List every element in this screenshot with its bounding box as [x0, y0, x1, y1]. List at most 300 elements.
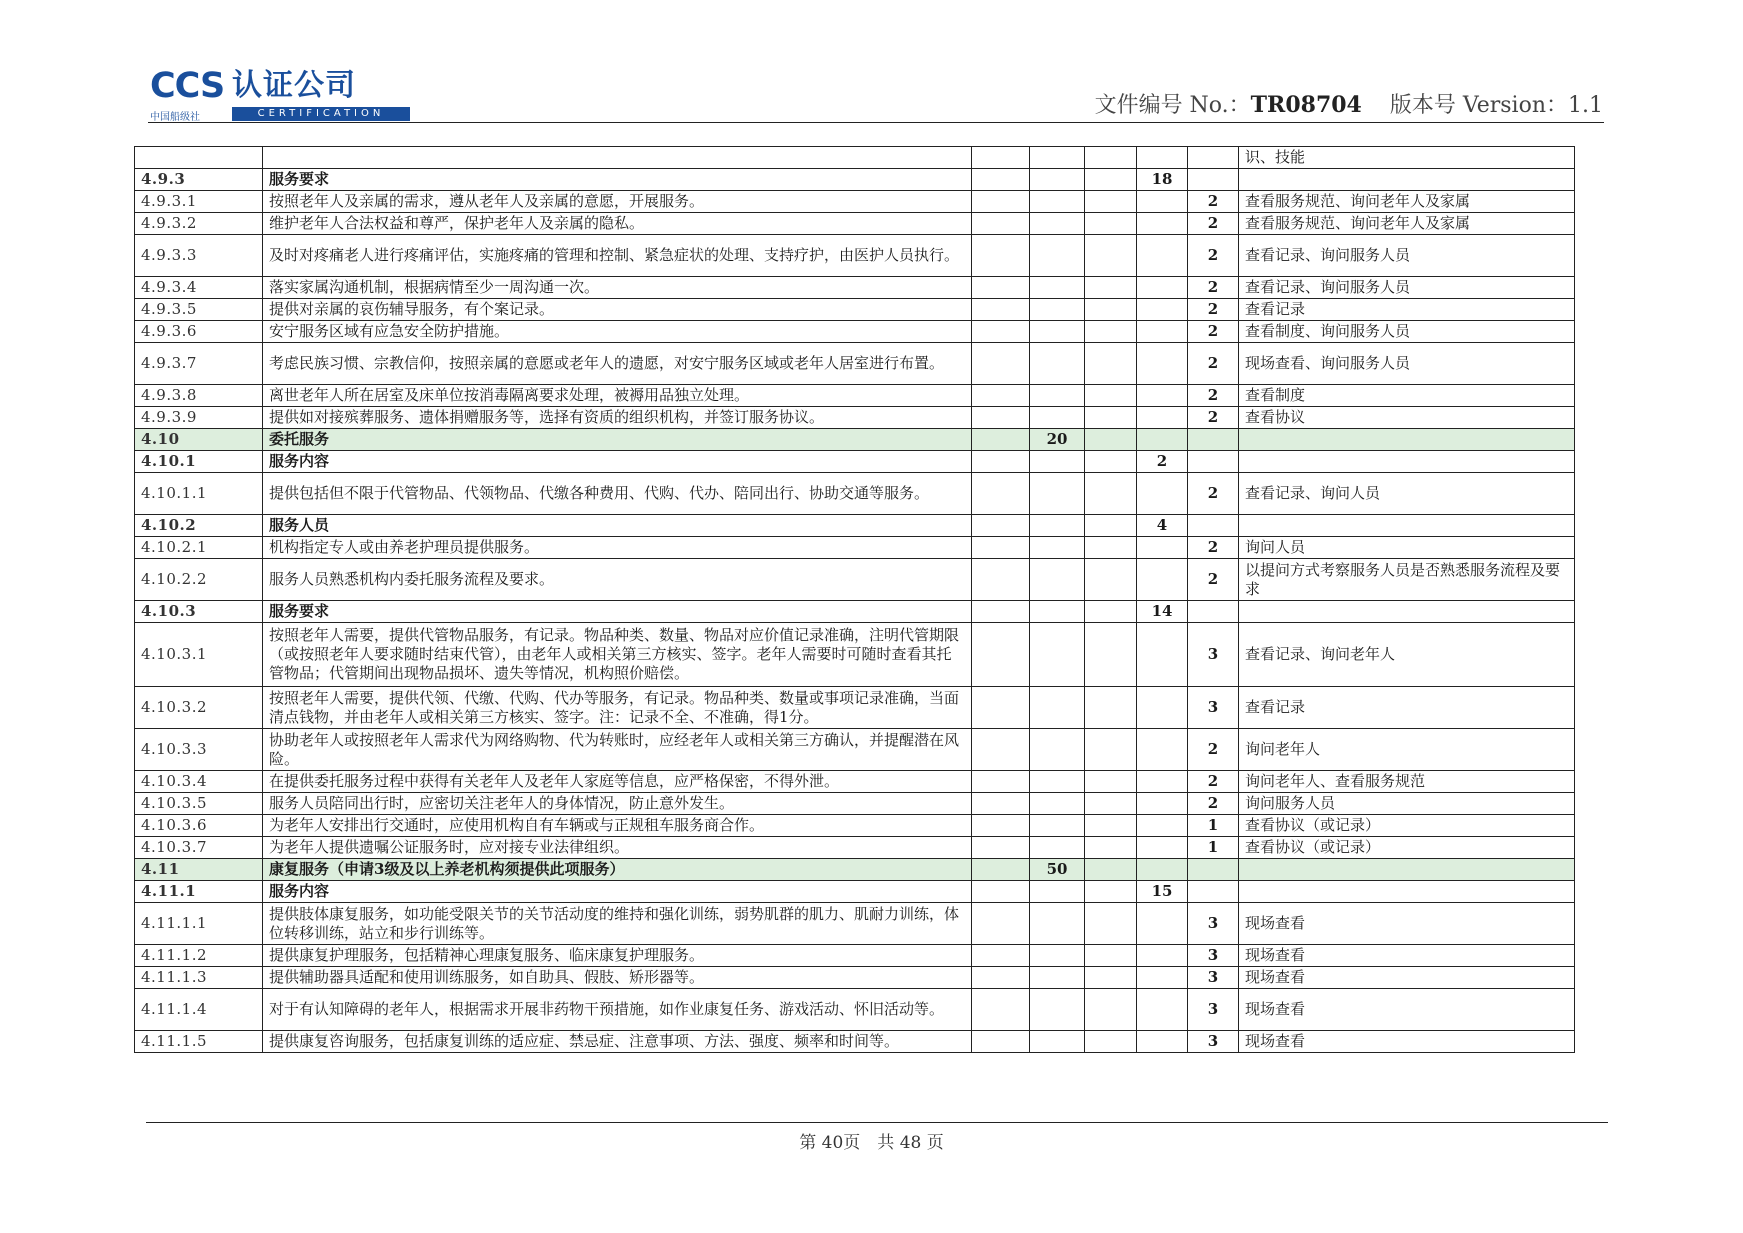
page-footer: 第 40页 共 48 页 — [799, 1133, 944, 1153]
clause-text: 离世老年人所在居室及床单位按消毒隔离要求处理，被褥用品独立处理。 — [263, 385, 972, 407]
subsection-score: 18 — [1137, 169, 1188, 191]
blank-cell — [1085, 989, 1137, 1031]
section-score — [1030, 407, 1085, 429]
blank-cell — [972, 601, 1030, 623]
assessment-method — [1239, 169, 1575, 191]
item-score — [1188, 169, 1239, 191]
clause-code: 4.11.1.1 — [135, 903, 263, 945]
subsection-score — [1137, 989, 1188, 1031]
item-score: 2 — [1188, 771, 1239, 793]
assessment-method: 查看协议 — [1239, 407, 1575, 429]
clause-code: 4.10.3.3 — [135, 729, 263, 771]
clause-text: 对于有认知障碍的老年人，根据需求开展非药物干预措施，如作业康复任务、游戏活动、怀旧活动等。 — [263, 989, 972, 1031]
assessment-method: 询问老年人 — [1239, 729, 1575, 771]
clause-code: 4.9.3.7 — [135, 343, 263, 385]
assessment-method — [1239, 601, 1575, 623]
table-row — [135, 623, 1575, 687]
clause-text: 提供如对接殡葬服务、遗体捐赠服务等，选择有资质的组织机构，并签订服务协议。 — [263, 407, 972, 429]
blank-cell — [972, 945, 1030, 967]
blank-cell — [1085, 859, 1137, 881]
assessment-method: 询问服务人员 — [1239, 793, 1575, 815]
item-score: 2 — [1188, 277, 1239, 299]
section-score — [1030, 235, 1085, 277]
blank-cell — [1085, 601, 1137, 623]
section-score — [1030, 903, 1085, 945]
footer-divider — [146, 1122, 1608, 1123]
clause-text: 按照老年人及亲属的需求，遵从老年人及亲属的意愿，开展服务。 — [263, 191, 972, 213]
blank-cell — [972, 1031, 1030, 1053]
section-score — [1030, 881, 1085, 903]
blank-cell — [972, 729, 1030, 771]
subsection-score — [1137, 729, 1188, 771]
blank-cell — [1085, 473, 1137, 515]
assessment-method: 查看协议（或记录） — [1239, 815, 1575, 837]
section-score — [1030, 989, 1085, 1031]
assessment-method — [1239, 881, 1575, 903]
item-score: 3 — [1188, 989, 1239, 1031]
section-score — [1030, 537, 1085, 559]
section-score — [1030, 815, 1085, 837]
item-score: 2 — [1188, 235, 1239, 277]
section-score — [1030, 321, 1085, 343]
section-score — [1030, 191, 1085, 213]
blank-cell — [1085, 793, 1137, 815]
clause-text: 按照老年人需要，提供代领、代缴、代购、代办等服务，有记录。物品种类、数量或事项记录准确，当面清点钱物，并由老年人或相关第三方核实、签字。注：记录不全、不准确，得1分。 — [263, 687, 972, 729]
table-row — [135, 451, 1575, 473]
section-score — [1030, 343, 1085, 385]
section-score — [1030, 729, 1085, 771]
item-score: 2 — [1188, 385, 1239, 407]
logo-ccs: CCS — [150, 66, 225, 106]
blank-cell — [1085, 299, 1137, 321]
blank-cell — [972, 537, 1030, 559]
item-score — [1188, 429, 1239, 451]
item-score: 2 — [1188, 213, 1239, 235]
item-score: 2 — [1188, 191, 1239, 213]
subsection-score — [1137, 213, 1188, 235]
clause-code: 4.10.3.2 — [135, 687, 263, 729]
item-score: 2 — [1188, 559, 1239, 601]
item-score: 3 — [1188, 945, 1239, 967]
blank-cell — [1085, 277, 1137, 299]
item-score: 3 — [1188, 903, 1239, 945]
version-label: 版本号 Version： — [1389, 93, 1568, 118]
clause-text: 提供对亲属的哀伤辅导服务，有个案记录。 — [263, 299, 972, 321]
item-score — [1188, 147, 1239, 169]
blank-cell — [972, 147, 1030, 169]
blank-cell — [1085, 537, 1137, 559]
section-score — [1030, 623, 1085, 687]
subsection-score — [1137, 385, 1188, 407]
table-row — [135, 1031, 1575, 1053]
assessment-method: 查看协议（或记录） — [1239, 837, 1575, 859]
table-row — [135, 429, 1575, 451]
blank-cell — [1085, 1031, 1137, 1053]
table-row — [135, 277, 1575, 299]
section-score — [1030, 945, 1085, 967]
blank-cell — [1085, 945, 1137, 967]
assessment-method: 查看服务规范、询问老年人及家属 — [1239, 213, 1575, 235]
clause-code: 4.10.3.7 — [135, 837, 263, 859]
blank-cell — [972, 191, 1030, 213]
clause-text: 及时对疼痛老人进行疼痛评估，实施疼痛的管理和控制、紧急症状的处理、支持疗护，由医护人员执行。 — [263, 235, 972, 277]
section-score — [1030, 473, 1085, 515]
clause-text: 协助老年人或按照老年人需求代为网络购物、代为转账时，应经老年人或相关第三方确认，并提醒潜在风险。 — [263, 729, 972, 771]
section-score — [1030, 277, 1085, 299]
assessment-method: 询问人员 — [1239, 537, 1575, 559]
table-row — [135, 967, 1575, 989]
blank-cell — [972, 385, 1030, 407]
clause-text: 康复服务（申请3级及以上养老机构须提供此项服务） — [263, 859, 972, 881]
subsection-score — [1137, 945, 1188, 967]
clause-text: 服务人员 — [263, 515, 972, 537]
blank-cell — [972, 213, 1030, 235]
assessment-method: 现场查看 — [1239, 967, 1575, 989]
blank-cell — [972, 407, 1030, 429]
subsection-score: 2 — [1137, 451, 1188, 473]
table-row — [135, 729, 1575, 771]
blank-cell — [972, 473, 1030, 515]
clause-text — [263, 147, 972, 169]
assessment-method: 查看制度 — [1239, 385, 1575, 407]
assessment-method: 查看记录、询问老年人 — [1239, 623, 1575, 687]
subsection-score — [1137, 1031, 1188, 1053]
blank-cell — [1085, 451, 1137, 473]
clause-text: 考虑民族习惯、宗教信仰，按照亲属的意愿或老年人的遗愿，对安宁服务区域或老年人居室进行布置。 — [263, 343, 972, 385]
table-row — [135, 859, 1575, 881]
blank-cell — [972, 343, 1030, 385]
blank-cell — [972, 989, 1030, 1031]
clause-text: 为老年人安排出行交通时，应使用机构自有车辆或与正规租车服务商合作。 — [263, 815, 972, 837]
section-score — [1030, 1031, 1085, 1053]
blank-cell — [1085, 881, 1137, 903]
document-info — [1095, 88, 1603, 119]
clause-code: 4.11 — [135, 859, 263, 881]
table-row — [135, 213, 1575, 235]
section-score: 20 — [1030, 429, 1085, 451]
clause-text: 落实家属沟通机制，根据病情至少一周沟通一次。 — [263, 277, 972, 299]
subsection-score — [1137, 147, 1188, 169]
blank-cell — [972, 815, 1030, 837]
clause-code: 4.11.1 — [135, 881, 263, 903]
blank-cell — [1085, 623, 1137, 687]
clause-code: 4.10.2 — [135, 515, 263, 537]
table-row — [135, 343, 1575, 385]
clause-text: 服务要求 — [263, 169, 972, 191]
blank-cell — [1085, 559, 1137, 601]
table-row — [135, 945, 1575, 967]
blank-cell — [1085, 429, 1137, 451]
clause-text: 为老年人提供遗嘱公证服务时，应对接专业法律组织。 — [263, 837, 972, 859]
table-row — [135, 881, 1575, 903]
clause-code: 4.10.2.2 — [135, 559, 263, 601]
subsection-score — [1137, 687, 1188, 729]
assessment-method: 查看记录 — [1239, 687, 1575, 729]
clause-text: 提供康复护理服务，包括精神心理康复服务、临床康复护理服务。 — [263, 945, 972, 967]
clause-code: 4.10.3.6 — [135, 815, 263, 837]
assessment-table — [134, 146, 1575, 1053]
subsection-score — [1137, 837, 1188, 859]
clause-text: 服务内容 — [263, 451, 972, 473]
clause-code: 4.10.3.1 — [135, 623, 263, 687]
blank-cell — [972, 429, 1030, 451]
assessment-method: 查看记录、询问服务人员 — [1239, 235, 1575, 277]
assessment-method: 现场查看 — [1239, 903, 1575, 945]
clause-text: 安宁服务区域有应急安全防护措施。 — [263, 321, 972, 343]
subsection-score — [1137, 771, 1188, 793]
blank-cell — [1085, 235, 1137, 277]
blank-cell — [972, 881, 1030, 903]
company-logo — [150, 66, 410, 126]
blank-cell — [1085, 837, 1137, 859]
section-score — [1030, 771, 1085, 793]
blank-cell — [972, 771, 1030, 793]
subsection-score — [1137, 537, 1188, 559]
clause-code: 4.10.3.5 — [135, 793, 263, 815]
clause-code: 4.11.1.2 — [135, 945, 263, 967]
table-row — [135, 191, 1575, 213]
subsection-score — [1137, 903, 1188, 945]
blank-cell — [1085, 815, 1137, 837]
table-row — [135, 147, 1575, 169]
blank-cell — [1085, 169, 1137, 191]
section-score — [1030, 451, 1085, 473]
version-number: 1.1 — [1568, 93, 1603, 118]
clause-code: 4.10.3.4 — [135, 771, 263, 793]
section-score — [1030, 687, 1085, 729]
item-score: 2 — [1188, 407, 1239, 429]
assessment-method: 查看记录、询问人员 — [1239, 473, 1575, 515]
blank-cell — [972, 559, 1030, 601]
subsection-score — [1137, 815, 1188, 837]
clause-text: 服务要求 — [263, 601, 972, 623]
table-row — [135, 515, 1575, 537]
clause-text: 机构指定专人或由养老护理员提供服务。 — [263, 537, 972, 559]
subsection-score — [1137, 321, 1188, 343]
subsection-score — [1137, 793, 1188, 815]
clause-code: 4.10.2.1 — [135, 537, 263, 559]
assessment-method: 查看记录 — [1239, 299, 1575, 321]
subsection-score: 15 — [1137, 881, 1188, 903]
section-score — [1030, 559, 1085, 601]
assessment-method: 现场查看 — [1239, 989, 1575, 1031]
table-row — [135, 559, 1575, 601]
clause-text: 提供康复咨询服务，包括康复训练的适应症、禁忌症、注意事项、方法、强度、频率和时间等。 — [263, 1031, 972, 1053]
doc-number: TR08704 — [1250, 92, 1362, 118]
assessment-method: 以提问方式考察服务人员是否熟悉服务流程及要求 — [1239, 559, 1575, 601]
clause-code: 4.9.3.5 — [135, 299, 263, 321]
clause-code: 4.9.3.8 — [135, 385, 263, 407]
table-row — [135, 321, 1575, 343]
blank-cell — [1085, 191, 1137, 213]
clause-code: 4.11.1.3 — [135, 967, 263, 989]
blank-cell — [972, 299, 1030, 321]
subsection-score — [1137, 473, 1188, 515]
item-score — [1188, 859, 1239, 881]
item-score: 2 — [1188, 537, 1239, 559]
blank-cell — [972, 967, 1030, 989]
subsection-score: 4 — [1137, 515, 1188, 537]
blank-cell — [972, 837, 1030, 859]
table-row — [135, 169, 1575, 191]
section-score: 50 — [1030, 859, 1085, 881]
logo-certification: CERTIFICATION — [232, 107, 410, 121]
clause-text: 在提供委托服务过程中获得有关老年人及老年人家庭等信息，应严格保密，不得外泄。 — [263, 771, 972, 793]
blank-cell — [1085, 967, 1137, 989]
blank-cell — [1085, 321, 1137, 343]
table-row — [135, 771, 1575, 793]
table-row — [135, 407, 1575, 429]
clause-code: 4.9.3.1 — [135, 191, 263, 213]
clause-code — [135, 147, 263, 169]
assessment-method: 现场查看 — [1239, 1031, 1575, 1053]
assessment-method: 识、技能 — [1239, 147, 1575, 169]
table-row — [135, 601, 1575, 623]
blank-cell — [972, 451, 1030, 473]
table-row — [135, 299, 1575, 321]
table-row — [135, 903, 1575, 945]
item-score: 2 — [1188, 343, 1239, 385]
clause-code: 4.11.1.4 — [135, 989, 263, 1031]
blank-cell — [972, 235, 1030, 277]
item-score: 2 — [1188, 473, 1239, 515]
clause-code: 4.10.1 — [135, 451, 263, 473]
section-score — [1030, 515, 1085, 537]
clause-text: 服务人员熟悉机构内委托服务流程及要求。 — [263, 559, 972, 601]
blank-cell — [1085, 903, 1137, 945]
clause-code: 4.11.1.5 — [135, 1031, 263, 1053]
section-score — [1030, 299, 1085, 321]
section-score — [1030, 213, 1085, 235]
blank-cell — [1085, 147, 1137, 169]
clause-text: 委托服务 — [263, 429, 972, 451]
assessment-method — [1239, 515, 1575, 537]
clause-code: 4.9.3.9 — [135, 407, 263, 429]
subsection-score — [1137, 859, 1188, 881]
blank-cell — [972, 903, 1030, 945]
blank-cell — [972, 277, 1030, 299]
item-score — [1188, 601, 1239, 623]
blank-cell — [972, 169, 1030, 191]
item-score: 2 — [1188, 299, 1239, 321]
table-row — [135, 793, 1575, 815]
assessment-method: 查看服务规范、询问老年人及家属 — [1239, 191, 1575, 213]
blank-cell — [1085, 515, 1137, 537]
assessment-method — [1239, 429, 1575, 451]
clause-text: 按照老年人需要，提供代管物品服务，有记录。物品种类、数量、物品对应价值记录准确，注明代管期限（或按照老年人要求随时结束代管），由老年人或相关第三方核实、签字。老年人需要时可随时查看其托管物品；代管期间出现物品损坏、遗失等情况，机构照价赔偿。 — [263, 623, 972, 687]
doc-number-label: 文件编号 No.： — [1094, 93, 1251, 118]
item-score: 2 — [1188, 321, 1239, 343]
subsection-score — [1137, 407, 1188, 429]
clause-text: 提供包括但不限于代管物品、代领物品、代缴各种费用、代购、代办、陪同出行、协助交通等服务。 — [263, 473, 972, 515]
assessment-method: 查看记录、询问服务人员 — [1239, 277, 1575, 299]
clause-text: 维护老年人合法权益和尊严，保护老年人及亲属的隐私。 — [263, 213, 972, 235]
blank-cell — [1085, 407, 1137, 429]
subsection-score — [1137, 623, 1188, 687]
subsection-score: 14 — [1137, 601, 1188, 623]
logo-society: 中国船级社 — [150, 112, 200, 123]
blank-cell — [1085, 687, 1137, 729]
subsection-score — [1137, 343, 1188, 385]
item-score: 2 — [1188, 729, 1239, 771]
section-score — [1030, 793, 1085, 815]
section-score — [1030, 147, 1085, 169]
blank-cell — [1085, 729, 1137, 771]
assessment-method: 询问老年人、查看服务规范 — [1239, 771, 1575, 793]
clause-text: 提供辅助器具适配和使用训练服务，如自助具、假肢、矫形器等。 — [263, 967, 972, 989]
item-score: 3 — [1188, 687, 1239, 729]
blank-cell — [1085, 771, 1137, 793]
table-row — [135, 687, 1575, 729]
item-score: 1 — [1188, 815, 1239, 837]
blank-cell — [972, 623, 1030, 687]
blank-cell — [972, 687, 1030, 729]
assessment-method: 现场查看、询问服务人员 — [1239, 343, 1575, 385]
clause-text: 服务人员陪同出行时，应密切关注老年人的身体情况，防止意外发生。 — [263, 793, 972, 815]
clause-code: 4.10 — [135, 429, 263, 451]
item-score: 3 — [1188, 967, 1239, 989]
section-score — [1030, 601, 1085, 623]
blank-cell — [1085, 343, 1137, 385]
item-score — [1188, 451, 1239, 473]
item-score — [1188, 881, 1239, 903]
header-divider — [148, 122, 1604, 123]
clause-code: 4.10.3 — [135, 601, 263, 623]
blank-cell — [972, 793, 1030, 815]
blank-cell — [972, 321, 1030, 343]
clause-code: 4.9.3.3 — [135, 235, 263, 277]
assessment-method — [1239, 451, 1575, 473]
subsection-score — [1137, 967, 1188, 989]
item-score — [1188, 515, 1239, 537]
assessment-method: 查看制度、询问服务人员 — [1239, 321, 1575, 343]
item-score: 1 — [1188, 837, 1239, 859]
logo-chinese-name: 认证公司 — [232, 68, 356, 103]
item-score: 3 — [1188, 623, 1239, 687]
subsection-score — [1137, 429, 1188, 451]
table-row — [135, 815, 1575, 837]
clause-code: 4.9.3 — [135, 169, 263, 191]
blank-cell — [1085, 213, 1137, 235]
section-score — [1030, 169, 1085, 191]
table-row — [135, 537, 1575, 559]
table-row — [135, 473, 1575, 515]
table-row — [135, 385, 1575, 407]
blank-cell — [1085, 385, 1137, 407]
assessment-method — [1239, 859, 1575, 881]
item-score: 2 — [1188, 793, 1239, 815]
blank-cell — [972, 859, 1030, 881]
clause-text: 服务内容 — [263, 881, 972, 903]
assessment-method: 现场查看 — [1239, 945, 1575, 967]
subsection-score — [1137, 299, 1188, 321]
clause-code: 4.9.3.2 — [135, 213, 263, 235]
item-score: 3 — [1188, 1031, 1239, 1053]
section-score — [1030, 837, 1085, 859]
section-score — [1030, 967, 1085, 989]
clause-code: 4.9.3.4 — [135, 277, 263, 299]
table-row — [135, 989, 1575, 1031]
table-row — [135, 837, 1575, 859]
subsection-score — [1137, 235, 1188, 277]
table-row — [135, 235, 1575, 277]
subsection-score — [1137, 277, 1188, 299]
clause-code: 4.10.1.1 — [135, 473, 263, 515]
subsection-score — [1137, 559, 1188, 601]
subsection-score — [1137, 191, 1188, 213]
clause-text: 提供肢体康复服务，如功能受限关节的关节活动度的维持和强化训练，弱势肌群的肌力、肌耐力训练，体位转移训练，站立和步行训练等。 — [263, 903, 972, 945]
section-score — [1030, 385, 1085, 407]
